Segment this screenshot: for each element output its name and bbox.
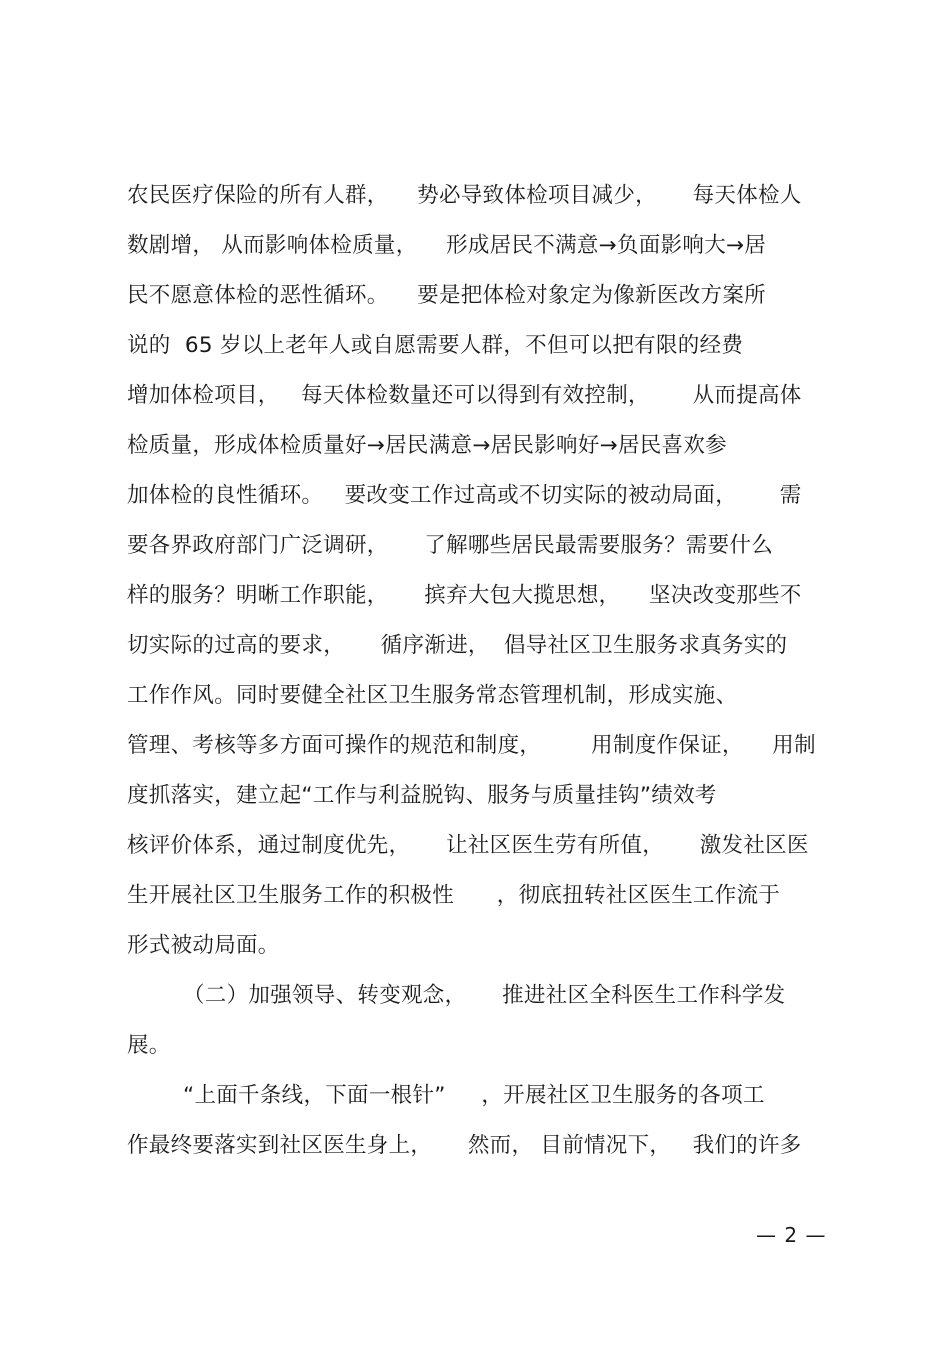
text-line: 展。 bbox=[127, 1033, 171, 1058]
text-line: 说的 65 岁以上老年人或自愿需要人群，不但可以把有限的经费 bbox=[127, 333, 744, 358]
page-number: — 2 — bbox=[756, 1223, 827, 1247]
text-line: 要各界政府部门广泛调研， 了解哪些居民最需要服务？需要什么 bbox=[127, 533, 774, 558]
text-line: 样的服务？明晰工作职能， 摈弃大包大揽思想， 坚决改变那些不 bbox=[127, 583, 802, 608]
text-line: 检质量，形成体检质量好→居民满意→居民影响好→居民喜欢参 bbox=[127, 433, 727, 458]
text-line: 工作作风。同时要健全社区卫生服务常态管理机制，形成实施、 bbox=[127, 683, 738, 708]
text-line: 生开展社区卫生服务工作的积极性 ，彻底扭转社区医生工作流于 bbox=[127, 883, 781, 908]
section-heading: （二）加强领导、转变观念， 推进社区全科医生工作科学发 bbox=[183, 983, 786, 1008]
text-line: 农民医疗保险的所有人群， 势必导致体检项目减少， 每天体检人 bbox=[127, 183, 802, 208]
text-line: 加体检的良性循环。 要改变工作过高或不切实际的被动局面， 需 bbox=[127, 483, 802, 508]
text-line: 核评价体系，通过制度优先， 让社区医生劳有所值， 激发社区医 bbox=[127, 833, 809, 858]
text-line: 数剧增， 从而影响体检质量， 形成居民不满意→负面影响大→居 bbox=[127, 233, 767, 258]
text-line: 民不愿意体检的恶性循环。 要是把体检对象定为像新医改方案所 bbox=[127, 283, 766, 308]
text-line: 增加体检项目， 每天体检数量还可以得到有效控制， 从而提高体 bbox=[127, 383, 802, 408]
text-line: 作最终要落实到社区医生身上， 然而， 目前情况下， 我们的许多 bbox=[127, 1133, 802, 1158]
text-line: 形式被动局面。 bbox=[127, 933, 280, 958]
text-line: 管理、考核等多方面可操作的规范和制度， 用制度作保证， 用制 bbox=[127, 733, 816, 758]
text-line: 度抓落实，建立起“工作与利益脱钩、服务与质量挂钩”绩效考 bbox=[127, 783, 717, 808]
text-line: “上面千条线，下面一根针” ，开展社区卫生服务的各项工 bbox=[183, 1083, 765, 1108]
text-line: 切实际的过高的要求， 循序渐进， 倡导社区卫生服务求真务实的 bbox=[127, 633, 788, 658]
